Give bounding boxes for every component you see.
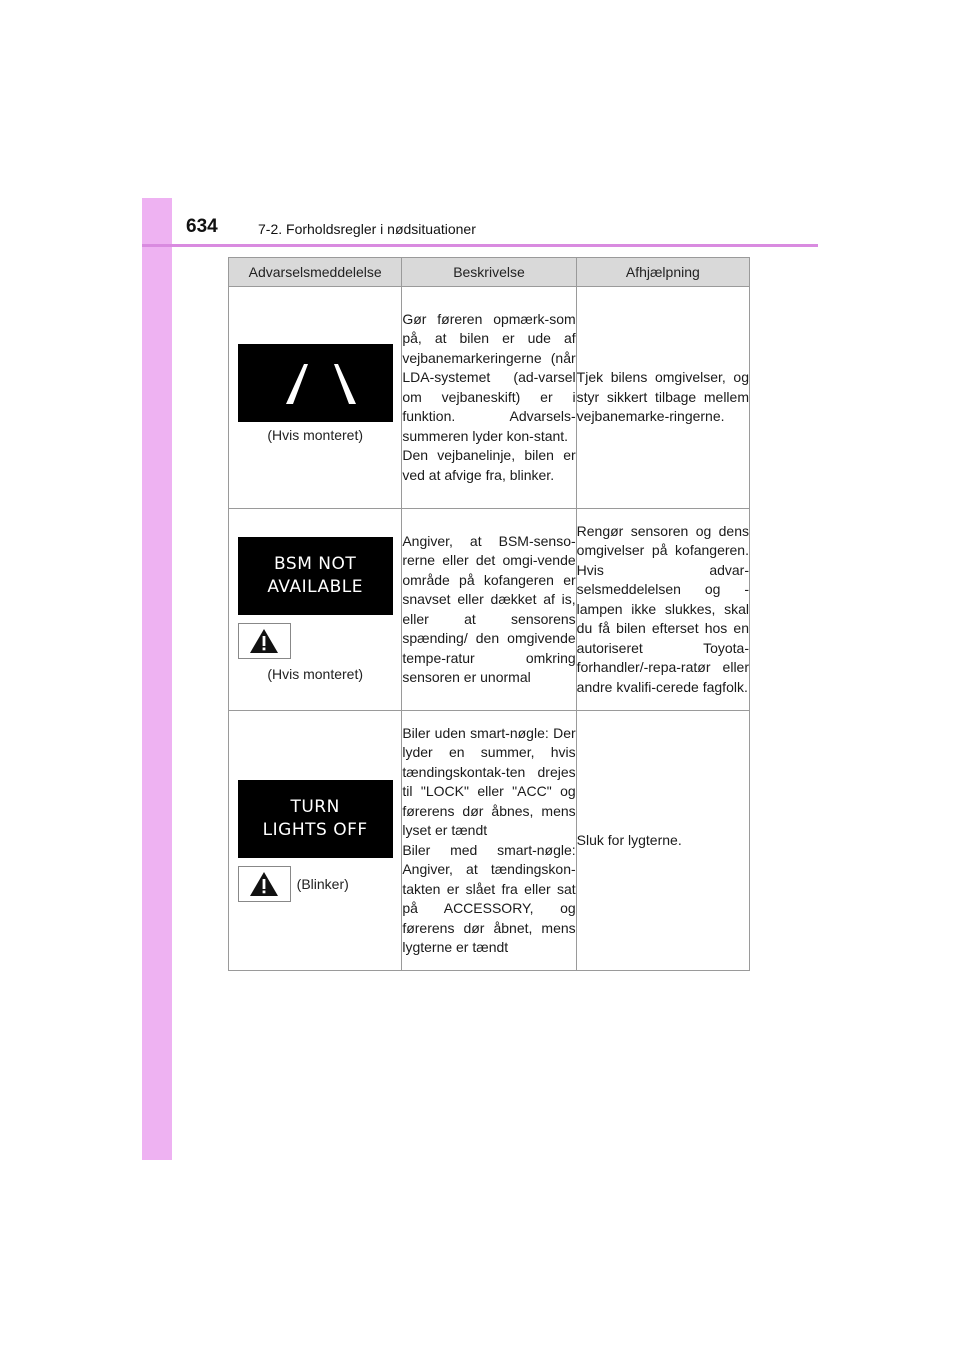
warning-light-box xyxy=(238,623,291,659)
remedy-text: Rengør sensoren og dens omgivelser på kofangeren. Hvis advar-selsmeddelelsen og -lampen ikke slukkes, skal du få bilen efterset hos en autoriseret Toyota-forhandler/-repa-ratør eller andre kvalifi-cerede fagfolk. xyxy=(576,522,749,695)
message-cell xyxy=(229,711,402,971)
screen-message xyxy=(267,553,363,599)
display-screen xyxy=(238,780,393,858)
description-text: Gør føreren opmærk-som på, at bilen er ude af vejbanemarkeringerne (når LDA-systemet (ad-varsel om vejbaneskift) er i funktion. Advarsels-summeren lyder kon-stant. xyxy=(402,310,576,444)
column-header-description: Beskrivelse xyxy=(402,258,576,287)
lane-lines-icon xyxy=(238,344,393,422)
table-header-row xyxy=(229,258,750,287)
display-screen xyxy=(238,344,393,422)
column-header-remedy: Afhjælpning xyxy=(576,258,749,287)
remedy-text: Tjek bilens omgivelser, og styr sikkert tilbage mellem vejbanemarke-ringerne. xyxy=(576,369,749,425)
display-screen xyxy=(238,537,393,615)
remedy-cell xyxy=(576,509,749,711)
chapter-side-tab xyxy=(142,198,172,1160)
remedy-cell xyxy=(576,287,749,509)
screen-message xyxy=(263,796,368,842)
table-row xyxy=(229,711,750,971)
screen-line: AVAILABLE xyxy=(267,577,363,597)
description-cell xyxy=(402,509,576,711)
warning-triangle-icon xyxy=(249,871,279,897)
section-title: 7-2. Forholdsregler i nødsituationer xyxy=(258,221,476,237)
description-text: Angiver, at BSM-senso-rerne eller det omgi-vende område på kofangeren er snavset eller dækket af is, eller at sensorens spænding/ den omgivende tempe-ratur omkring sensoren er unormal xyxy=(402,532,576,685)
screen-line: LIGHTS OFF xyxy=(262,819,368,840)
message-cell xyxy=(229,287,402,509)
description-text: Biler uden smart-nøgle: Der lyder en summer, hvis tændingskontak-ten drejes til "LOCK" eller "ACC" og førerens dør åbnes, mens lyset er tændt xyxy=(402,724,576,838)
message-cell xyxy=(229,509,402,711)
description-text: Biler med smart-nøgle: Angiver, at tændingskon-takten er slået fra eller sat på ACCESSORY, og førerens dør åbnet, mens lygterne er tændt xyxy=(402,841,576,955)
blink-caption: (Blinker) xyxy=(296,875,349,892)
screen-line: BSM NOT xyxy=(274,554,357,574)
header-rule xyxy=(142,244,818,247)
table-row xyxy=(229,287,750,509)
description-text: Den vejbanelinje, bilen er ved at afvige fra, blinker. xyxy=(402,447,576,483)
description-cell xyxy=(402,711,576,971)
column-header-message: Advarselsmeddelelse xyxy=(229,258,402,287)
warning-light-box xyxy=(238,866,291,902)
fitment-caption: (Hvis monteret) xyxy=(267,427,363,443)
warning-triangle-icon xyxy=(249,628,279,654)
screen-line: TURN xyxy=(290,796,340,817)
table-row xyxy=(229,509,750,711)
description-cell xyxy=(402,287,576,509)
remedy-cell xyxy=(576,711,749,971)
warning-message-table xyxy=(228,257,750,971)
fitment-caption: (Hvis monteret) xyxy=(267,666,363,682)
page-number: 634 xyxy=(186,216,218,237)
remedy-text: Sluk for lygterne. xyxy=(576,831,682,848)
